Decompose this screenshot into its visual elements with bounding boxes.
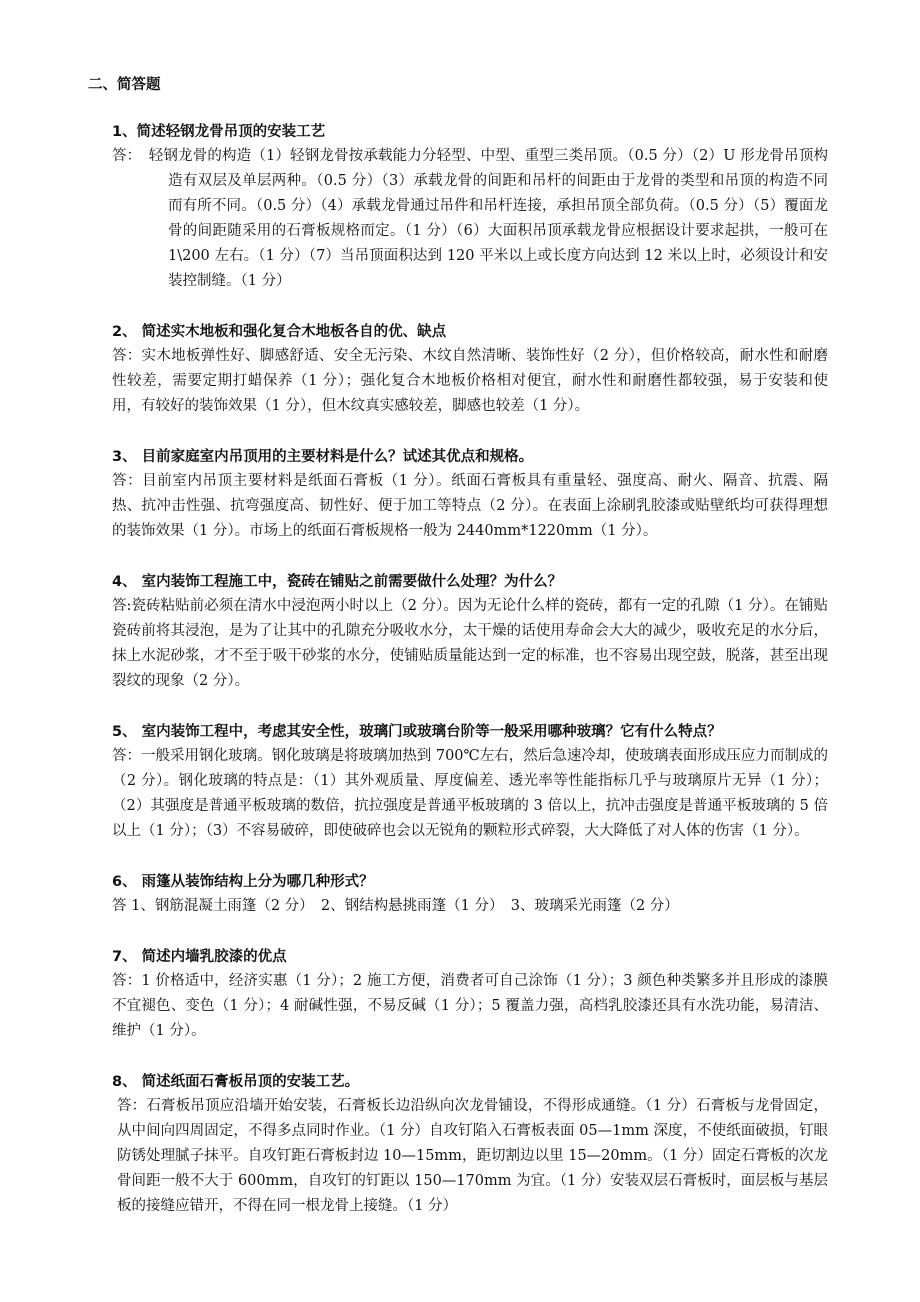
question-answer: 答:瓷砖粘贴前必须在清水中浸泡两小时以上（2 分）。因为无论什么样的瓷砖，都有一定的孔隙（1 分）。在铺贴瓷砖前将其浸泡，是为了让其中的孔隙充分吸收水分，太干燥的话使用寿命会大大的减少，吸收充足的水分后，抹上水泥砂浆，才不至于吸干砂浆的水分，使铺贴质量能达到一定的标准，也不容易出现空鼓，脱落，甚至出现裂纹的现象（2 分）。	[112, 598, 828, 689]
question-title: 7、 简述内墙乳胶漆的优点	[112, 949, 287, 965]
question-8	[112, 1072, 828, 1219]
question-answer: 答：一般采用钢化玻璃。钢化玻璃是将玻璃加热到 700℃左右，然后急速冷却，使玻璃表面形成压应力而制成的（2 分）。钢化玻璃的特点是：（1）其外观质量、厚度偏差、透光率等性能指标几乎与玻璃原片无异（1 分）；（2）其强度是普通平板玻璃的数倍，抗拉强度是普通平板玻璃的 3 倍以上，抗冲击强度是普通平板玻璃的 5 倍以上（1 分）；（3）不容易破碎，即使破碎也会以无锐角的颗粒形式碎裂，大大降低了对人体的伤害（1 分）。	[112, 748, 828, 839]
question-5	[112, 722, 828, 844]
section-title: 二、简答题	[88, 77, 161, 93]
question-answer: 答 1、钢筋混凝土雨篷（2 分） 2、钢结构悬挑雨篷（1 分） 3、玻璃采光雨篷（2 分）	[112, 898, 679, 914]
question-7	[112, 947, 828, 1044]
question-answer: 答： 轻钢龙骨的构造（1）轻钢龙骨按承载能力分轻型、中型、重型三类吊顶。（0.5 分）（2）U 形龙骨吊顶构造有双层及单层两种。（0.5 分）（3）承载龙骨的间距和吊杆的间距由于龙骨的类型和吊顶的构造不同而有所不同。（0.5 分）（4）承载龙骨通过吊件和吊杆连接，承担吊顶全部负荷。（0.5 分）（5）覆面龙骨的间距随采用的石膏板规格而定。（1 分）（6）大面积吊顶承载龙骨应根据设计要求起拱，一般可在 1\200 左右。（1 分）（7）当吊顶面积达到 120 平米以上或长度方向达到 12 米以上时，必须设计和安装控制缝。（1 分）	[112, 148, 828, 289]
question-4	[112, 572, 828, 694]
question-title: 3、 目前家庭室内吊顶用的主要材料是什么？试述其优点和规格。	[112, 449, 534, 465]
question-title: 5、 室内装饰工程中，考虑其安全性，玻璃门或玻璃台阶等一般采用哪种玻璃？它有什么特点？	[112, 724, 722, 740]
question-title: 1、简述轻钢龙骨吊顶的安装工艺	[112, 124, 326, 140]
question-title: 4、 室内装饰工程施工中，瓷砖在铺贴之前需要做什么处理？为什么？	[112, 574, 563, 590]
question-6	[112, 872, 828, 919]
question-answer: 答：实木地板弹性好、脚感舒适、安全无污染、木纹自然清晰、装饰性好（2 分），但价格较高，耐水性和耐磨性较差，需要定期打蜡保养（1 分）；强化复合木地板价格相对便宜，耐水性和耐磨性都较强，易于安装和使用，有较好的装饰效果（1 分），但木纹真实感较差，脚感也较差（1 分）。	[112, 348, 828, 414]
question-3	[112, 447, 828, 544]
question-1	[112, 122, 828, 294]
question-answer: 答：1 价格适中，经济实惠（1 分）；2 施工方便，消费者可自己涂饰（1 分）；3 颜色种类繁多并且形成的漆膜不宜褪色、变色（1 分）；4 耐碱性强，不易反碱（1 分）；5 覆盖力强，高档乳胶漆还具有水洗功能，易清洁、维护（1 分）。	[112, 973, 828, 1039]
question-title: 2、 简述实木地板和强化复合木地板各自的优、缺点	[112, 324, 447, 340]
question-title: 8、 简述纸面石膏板吊顶的安装工艺。	[112, 1074, 360, 1090]
question-title: 6、 雨篷从装饰结构上分为哪几种形式？	[112, 874, 374, 890]
question-answer: 答：石膏板吊顶应沿墙开始安装，石膏板长边沿纵向次龙骨铺设，不得形成通缝。（1 分）石膏板与龙骨固定，从中间向四周固定，不得多点同时作业。（1 分）自攻钉陷入石膏板表面 05—1mm 深度，不使纸面破损，钉眼防锈处理腻子抹平。自攻钉距石膏板封边 10—15mm，距切割边以里 15—20mm。（1 分）固定石膏板的次龙骨间距一般不大于 600mm，自攻钉的钉距以 150—170mm 为宜。（1 分）安装双层石膏板时，面层板与基层板的接缝应错开，不得在同一根龙骨上接缝。（1 分）	[117, 1098, 828, 1214]
question-answer: 答：目前室内吊顶主要材料是纸面石膏板（1 分）。纸面石膏板具有重量轻、强度高、耐火、隔音、抗震、隔热、抗冲击性强、抗弯强度高、韧性好、便于加工等特点（2 分）。在表面上涂刷乳胶漆或贴壁纸均可获得理想的装饰效果（1 分）。市场上的纸面石膏板规格一般为 2440mm*1220mm（1 分）。	[112, 473, 828, 539]
question-2	[112, 322, 828, 419]
